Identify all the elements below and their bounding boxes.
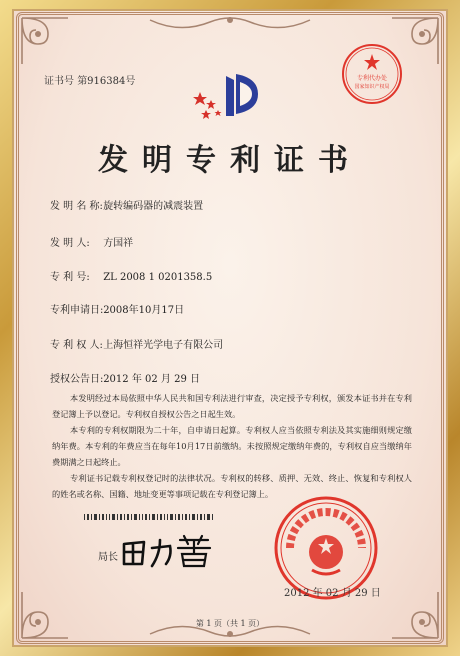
corner-ornament-icon — [18, 14, 72, 68]
page-title: 发明专利证书 — [98, 143, 362, 178]
corner-ornament-icon — [388, 588, 442, 642]
filing-date: 2008年10月17日 — [103, 305, 185, 316]
grant-date: 2012 年 02 月 29 日 — [103, 374, 200, 385]
certificate-number — [44, 72, 135, 87]
inventor: 方国祥 — [103, 238, 134, 249]
filing-date-label: 专利申请日: — [50, 305, 104, 316]
patent-no: ZL 2008 1 0201358.5 — [103, 272, 213, 283]
page-number: 第 1 页（共 1 页） — [195, 619, 265, 628]
patentee: 上海恒祥光学电子有限公司 — [103, 340, 224, 351]
patent-office-logo-icon — [192, 70, 268, 120]
grant-date-row — [50, 370, 200, 385]
paragraph-grant: 本发明经过本局依照中华人民共和国专利法进行审查，决定授予专利权，颁发本证书并在专利登记簿上予以登记。专利权自授权公告之日起生效。 — [52, 393, 412, 419]
agency-seal-icon — [340, 42, 404, 106]
patentee-label: 专 利 权 人: — [50, 340, 103, 351]
issue-date: 2012 年 02 月 29 日 — [284, 588, 381, 599]
paragraph-term: 本专利的专利权期限为二十年，自申请日起算。专利权人应当依照专利法及其实施细则规定缴纳年费。本专利的年费应当在每年10月17日前缴纳。未按照规定缴纳年费的，专利权自应当缴纳年费期满之日起终止。 — [52, 425, 412, 467]
svg-text:国家知识产权局: 国家知识产权局 — [354, 84, 390, 90]
cert-no-value: 第916384号 — [77, 76, 136, 87]
inventor-label: 发 明 人: — [50, 238, 90, 249]
invention-name-row — [50, 197, 203, 212]
invention-name: 旋转编码器的减震装置 — [103, 201, 204, 212]
filing-date-row — [50, 301, 184, 316]
patentee-row — [50, 336, 223, 351]
invention-name-label: 发 明 名 称: — [50, 201, 103, 212]
director-signature-icon — [118, 532, 218, 570]
grant-date-label: 授权公告日: — [50, 374, 104, 385]
paragraph-status: 专利证书记载专利权登记时的法律状况。专利权的转移、质押、无效、终止、恢复和专利权人的姓名或名称、国籍、地址变更等事项记载在专利登记簿上。 — [52, 473, 412, 499]
inventor-row — [50, 234, 133, 249]
svg-text:专利代办处: 专利代办处 — [356, 75, 388, 82]
director-label: 局长 — [98, 552, 118, 563]
cert-no-label: 证书号 — [44, 76, 74, 87]
patent-no-label: 专 利 号: — [50, 272, 90, 283]
patent-no-row — [50, 268, 212, 283]
corner-ornament-icon — [18, 588, 72, 642]
barcode-icon — [84, 505, 214, 511]
top-scroll-ornament-icon — [140, 14, 320, 36]
